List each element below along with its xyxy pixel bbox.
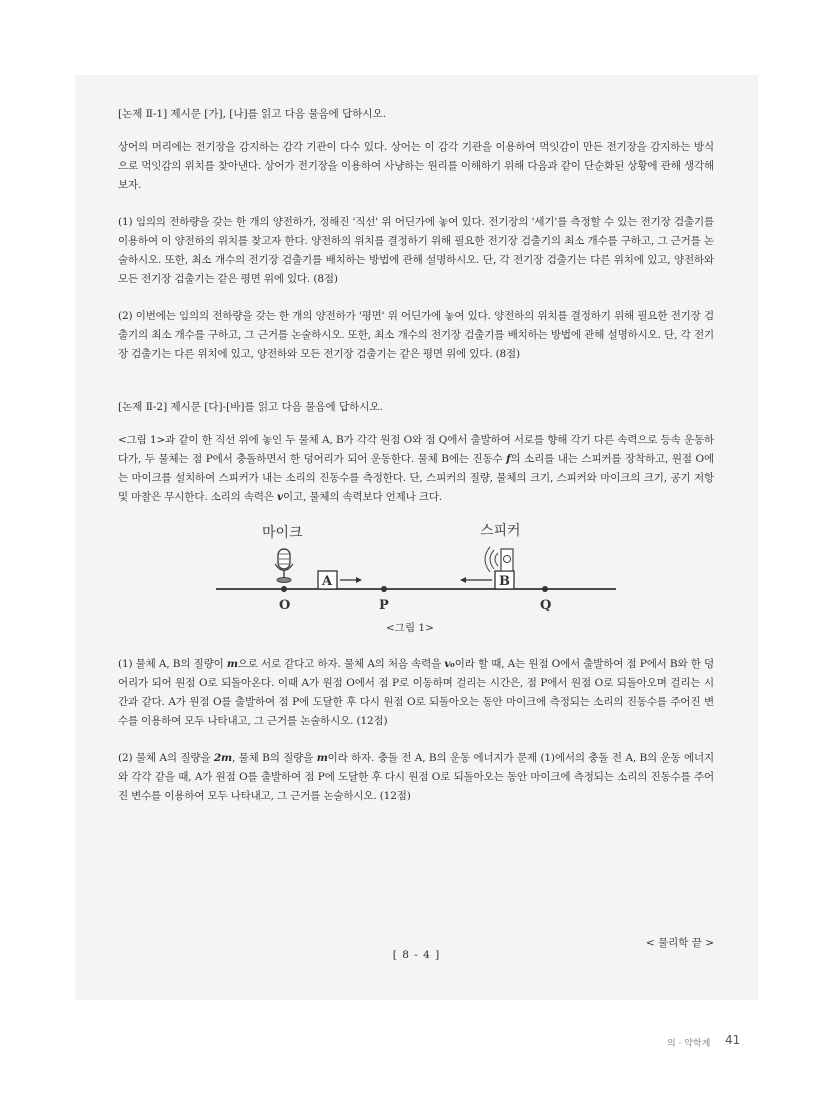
- page-code: [ 8 - 4 ]: [392, 949, 441, 961]
- arrow-a-head: [356, 577, 362, 583]
- problem2-intro-part1: <그림 1>과 같이 한 직선 위에 놓인 두 물체 A, B가 각각 원점 O와 점 Q에서 출발하여 서로를 향해 각기 다른 속력으로 등속 운동하다가, 두 물체는 점 P에서 충돌하면서 한 덩어리가 되어 운동한다. 물체 B에는 진동수: [118, 434, 714, 465]
- microphone-icon: [275, 549, 293, 583]
- problem2-question1: [118, 655, 714, 731]
- point-q-label: Q: [540, 598, 552, 613]
- problem2-q1-part3: 이라 할 때, A는 원점 O에서 출발하여 점 P에서 B와 한 덩어리가 되어 원점 O로 되돌아온다. 이때 A가 원점 O에서 점 P로 이동하며 걸리는 시간은, 점 P에서 원점 O로 되돌아오며 걸리는 시간과 같다. A가 원점 O를 출발하여 점 P에 도달한 후 다시 원점 O로 되돌아오는 동안 마이크에 측정되는 소리의 진동수를 주어진 변수를 이용하여 모두 나타내고, 그 근거를 논술하시오. (12점): [118, 658, 714, 727]
- arrow-b-head: [460, 577, 466, 583]
- problem1-title: [논제 Ⅱ-1] 제시문 [가], [나]를 읽고 다음 물음에 답하시오.: [118, 108, 387, 120]
- variable-2m: 2m: [213, 752, 232, 764]
- point-q-dot: [542, 586, 548, 592]
- point-o-label: O: [279, 598, 291, 613]
- problem2-q2-part2: , 물체 B의 질량을: [231, 752, 317, 764]
- speaker-icon: [485, 547, 513, 572]
- exam-sheet: [75, 75, 758, 1000]
- footer-page-number: 41: [725, 1033, 741, 1047]
- problem1-question1: (1) 임의의 전하량을 갖는 한 개의 양전하가, 정해진 '직선' 위 어딘가에 놓여 있다. 전기장의 '세기'를 측정할 수 있는 전기장 검출기를 이용하여 이 양전하의 위치를 찾고자 한다. 양전하의 위치를 결정하기 위해 필요한 전기장 검출기의 최소 개수를 구하고, 그 근거를 논술하시오. 또한, 최소 개수의 전기장 검출기를 배치하는 방법에 관해 설명하시오. 단, 각 전기장 검출기는 다른 위치에 있고, 양전하와 모든 전기장 검출기는 같은 평면 위에 있다. (8점): [118, 216, 714, 285]
- variable-m: m: [226, 658, 238, 670]
- problem2-q2-part1: (2) 물체 A의 질량을: [118, 752, 214, 764]
- point-p-label: P: [379, 598, 389, 613]
- variable-v: v: [277, 491, 283, 503]
- problem2-question2: [118, 749, 714, 806]
- variable-v0: v₀: [444, 658, 455, 670]
- footer-section-label: 의 · 약학계: [667, 1039, 711, 1049]
- variable-m-b: m: [316, 752, 328, 764]
- problem2-q2-part3: 이라 하자. 충돌 전 A, B의 운동 에너지가 문제 (1)에서의 충돌 전 A, B의 운동 에너지와 각각 같을 때, A가 원점 O를 출발하여 점 P에 도달한 후 다시 원점 O로 되돌아오는 동안 마이크에 측정되는 소리의 진동수를 주어진 변수를 이용하여 모두 나타내고, 그 근거를 논술하시오. (12점): [118, 752, 714, 802]
- problem2-intro: [118, 431, 714, 507]
- exam-content: [118, 107, 714, 806]
- problem1-intro: 상어의 머리에는 전기장을 감지하는 감각 기관이 다수 있다. 상어는 이 감각 기관을 이용하여 먹잇감이 만든 전기장을 감지하는 방식으로 먹잇감의 위치를 찾아낸다. 상어가 전기장을 이용하여 사냥하는 원리를 이해하기 위해 다음과 같이 단순화된 상황에 관해 생각해 보자.: [118, 141, 714, 191]
- problem2-intro-part2: 의 소리를 내는 스피커를 장착하고, 원점 O에는 마이크를 설치하여 스피커가 내는 소리의 진동수를 측정한다. 단, 스피커의 질량, 물체의 크기, 스피커와 마이크의 크기, 공기 저항 및 마찰은 무시한다. 소리의 속력은: [118, 453, 714, 503]
- speaker-label: 스피커: [480, 523, 521, 539]
- object-b-label: B: [499, 574, 510, 589]
- figure-1-diagram: [118, 509, 714, 639]
- figure-1: [118, 509, 714, 639]
- problem2-q1-part2: 으로 서로 같다고 하자. 물체 A의 처음 속력을: [237, 658, 445, 670]
- variable-f: f: [506, 453, 511, 465]
- mic-label: 마이크: [262, 525, 303, 541]
- figure-caption: <그림 1>: [386, 622, 434, 634]
- problem2-title: [논제 Ⅱ-2] 제시문 [다]-[바]를 읽고 다음 물음에 답하시오.: [118, 401, 383, 413]
- end-mark: < 물리학 끝 >: [645, 937, 714, 949]
- point-o-dot: [281, 586, 287, 592]
- point-p-dot: [381, 586, 387, 592]
- problem2-intro-part3: 이고, 물체의 속력보다 언제나 크다.: [282, 491, 443, 503]
- object-a-label: A: [322, 574, 333, 589]
- problem2-q1-part1: (1) 물체 A, B의 질량이: [118, 658, 227, 670]
- problem1-question2: (2) 이번에는 임의의 전하량을 갖는 한 개의 양전하가 '평면' 위 어딘가에 놓여 있다. 양전하의 위치를 결정하기 위해 필요한 전기장 검출기의 최소 개수를 구하고, 그 근거를 논술하시오. 또한, 최소 개수의 전기장 검출기를 배치하는 방법에 관해 설명하시오. 단, 각 전기장 검출기는 다른 위치에 있고, 양전하와 모든 전기장 검출기는 같은 평면 위에 있다. (8점): [118, 310, 714, 360]
